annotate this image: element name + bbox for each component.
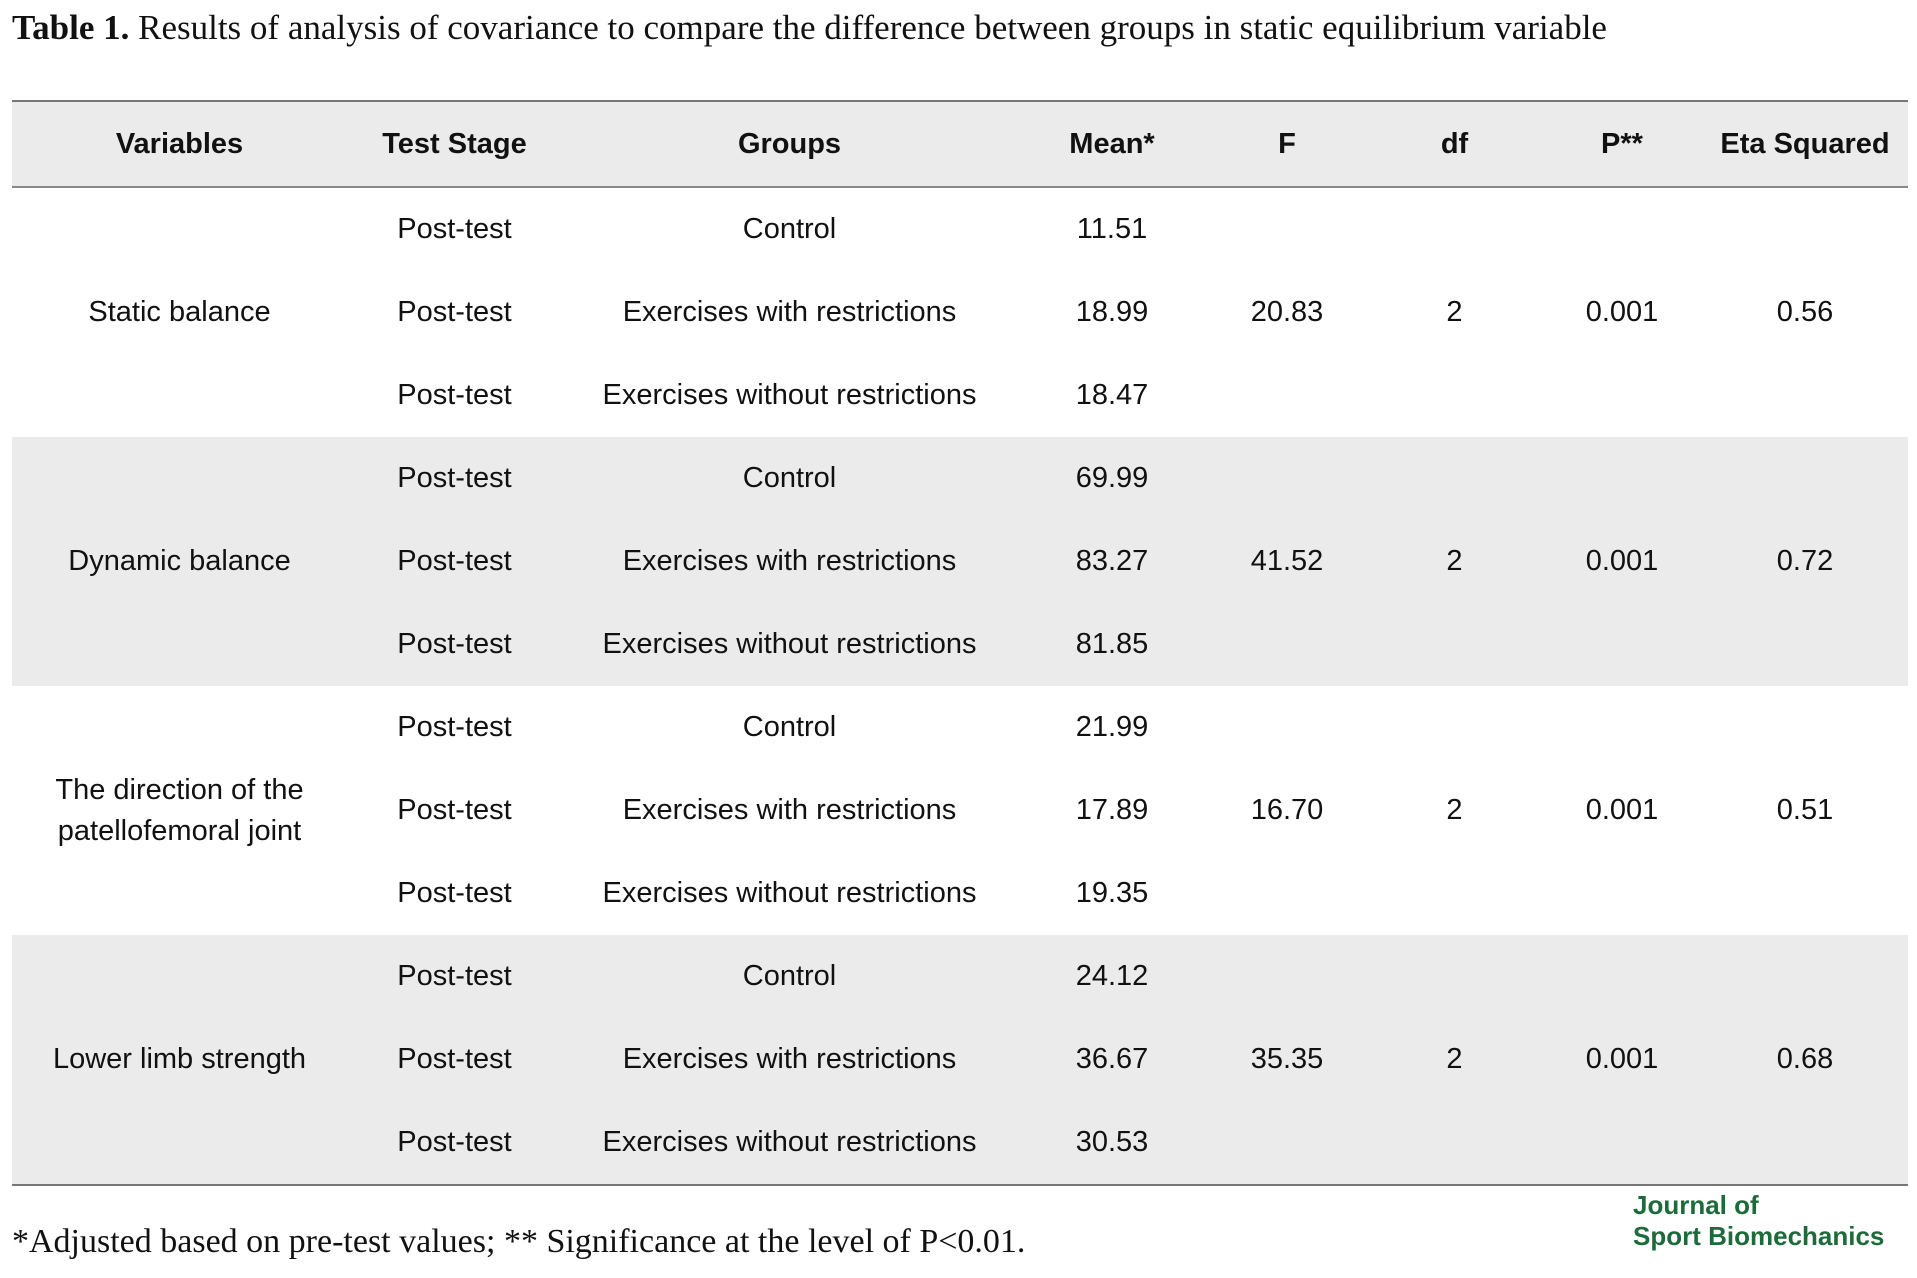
eta-squared-cell: 0.51 [1776, 794, 1834, 827]
table-row [12, 686, 1908, 769]
df-cell: 2 [1446, 296, 1463, 329]
eta-squared-cell: 0.56 [1776, 296, 1834, 329]
mean-cell: 18.99 [1075, 296, 1149, 329]
f-cell: 35.35 [1207, 935, 1367, 1185]
group-cell: Control [742, 213, 837, 246]
group-cell: Exercises without restrictions [562, 603, 1017, 686]
test-stage-cell: Post-test [347, 520, 562, 603]
test-stage-cell: Post-test [397, 213, 512, 246]
mean-cell: 81.85 [1017, 603, 1207, 686]
section-lower-limb-strength [12, 935, 1908, 1185]
f-cell: 20.83 [1250, 296, 1324, 329]
test-stage-cell: Post-test [397, 379, 512, 412]
header-p: P** [1542, 101, 1702, 187]
header-groups: Groups [562, 101, 1017, 187]
mean-cell: 19.35 [1075, 877, 1149, 910]
group-cell: Exercises with restrictions [622, 794, 957, 827]
header-eta-squared: Eta Squared [1702, 101, 1908, 187]
df-cell: 2 [1446, 794, 1463, 827]
f-cell: 41.52 [1207, 437, 1367, 686]
group-cell: Control [742, 711, 837, 744]
p-cell: 0.001 [1585, 794, 1659, 827]
mean-cell: 17.89 [1075, 794, 1149, 827]
test-stage-cell: Post-test [397, 794, 512, 827]
group-cell: Exercises with restrictions [562, 1018, 1017, 1101]
group-cell: Control [562, 437, 1017, 520]
header-row [12, 101, 1908, 187]
df-cell: 2 [1367, 437, 1542, 686]
test-stage-cell: Post-test [397, 877, 512, 910]
variable-cell: Dynamic balance [12, 437, 347, 686]
table-caption-label: Table 1. [12, 8, 130, 47]
group-cell: Exercises without restrictions [562, 1101, 1017, 1185]
header-variables: Variables [12, 101, 347, 187]
journal-logo-line2: Sport Biomechanics [1633, 1221, 1885, 1251]
test-stage-cell: Post-test [347, 1101, 562, 1185]
test-stage-cell: Post-test [347, 603, 562, 686]
section-dynamic-balance [12, 437, 1908, 686]
eta-squared-cell: 0.72 [1702, 437, 1908, 686]
df-cell: 2 [1367, 935, 1542, 1185]
header-f: F [1207, 101, 1367, 187]
mean-cell: 30.53 [1017, 1101, 1207, 1185]
mean-cell: 18.47 [1075, 379, 1149, 412]
group-cell: Exercises with restrictions [622, 296, 957, 329]
header-df: df [1367, 101, 1542, 187]
mean-cell: 11.51 [1076, 213, 1148, 246]
mean-cell: 21.99 [1075, 711, 1149, 744]
header-test-stage: Test Stage [347, 101, 562, 187]
table-row [12, 187, 1908, 271]
variable-cell: Static balance [88, 296, 271, 329]
mean-cell: 69.99 [1017, 437, 1207, 520]
test-stage-cell: Post-test [347, 437, 562, 520]
table-caption-text: Results of analysis of covariance to compare the difference between groups in static equilibrium variable [129, 8, 1607, 47]
mean-cell: 36.67 [1017, 1018, 1207, 1101]
mean-cell: 24.12 [1017, 935, 1207, 1018]
section-patellofemoral-joint [12, 686, 1908, 935]
eta-squared-cell: 0.68 [1702, 935, 1908, 1185]
journal-logo [1633, 1190, 1884, 1252]
variable-cell: The direction of the patellofemoral joint [55, 773, 304, 847]
ancova-results-table [12, 100, 1908, 1186]
table-row [12, 437, 1908, 520]
group-cell: Exercises without restrictions [602, 877, 977, 910]
f-cell: 16.70 [1250, 794, 1324, 827]
test-stage-cell: Post-test [397, 296, 512, 329]
variable-cell: Lower limb strength [12, 935, 347, 1185]
test-stage-cell: Post-test [347, 935, 562, 1018]
header-mean: Mean* [1017, 101, 1207, 187]
table-footnote: *Adjusted based on pre-test values; ** Significance at the level of P<0.01. [12, 1223, 1026, 1260]
group-cell: Exercises with restrictions [562, 520, 1017, 603]
p-cell: 0.001 [1585, 296, 1659, 329]
test-stage-cell: Post-test [347, 1018, 562, 1101]
group-cell: Exercises without restrictions [602, 379, 977, 412]
p-cell: 0.001 [1542, 437, 1702, 686]
mean-cell: 83.27 [1017, 520, 1207, 603]
table-caption [12, 8, 1607, 48]
test-stage-cell: Post-test [397, 711, 512, 744]
group-cell: Control [562, 935, 1017, 1018]
journal-logo-line1: Journal of [1633, 1190, 1759, 1220]
table-row [12, 935, 1908, 1018]
section-static-balance [12, 187, 1908, 437]
p-cell: 0.001 [1542, 935, 1702, 1185]
